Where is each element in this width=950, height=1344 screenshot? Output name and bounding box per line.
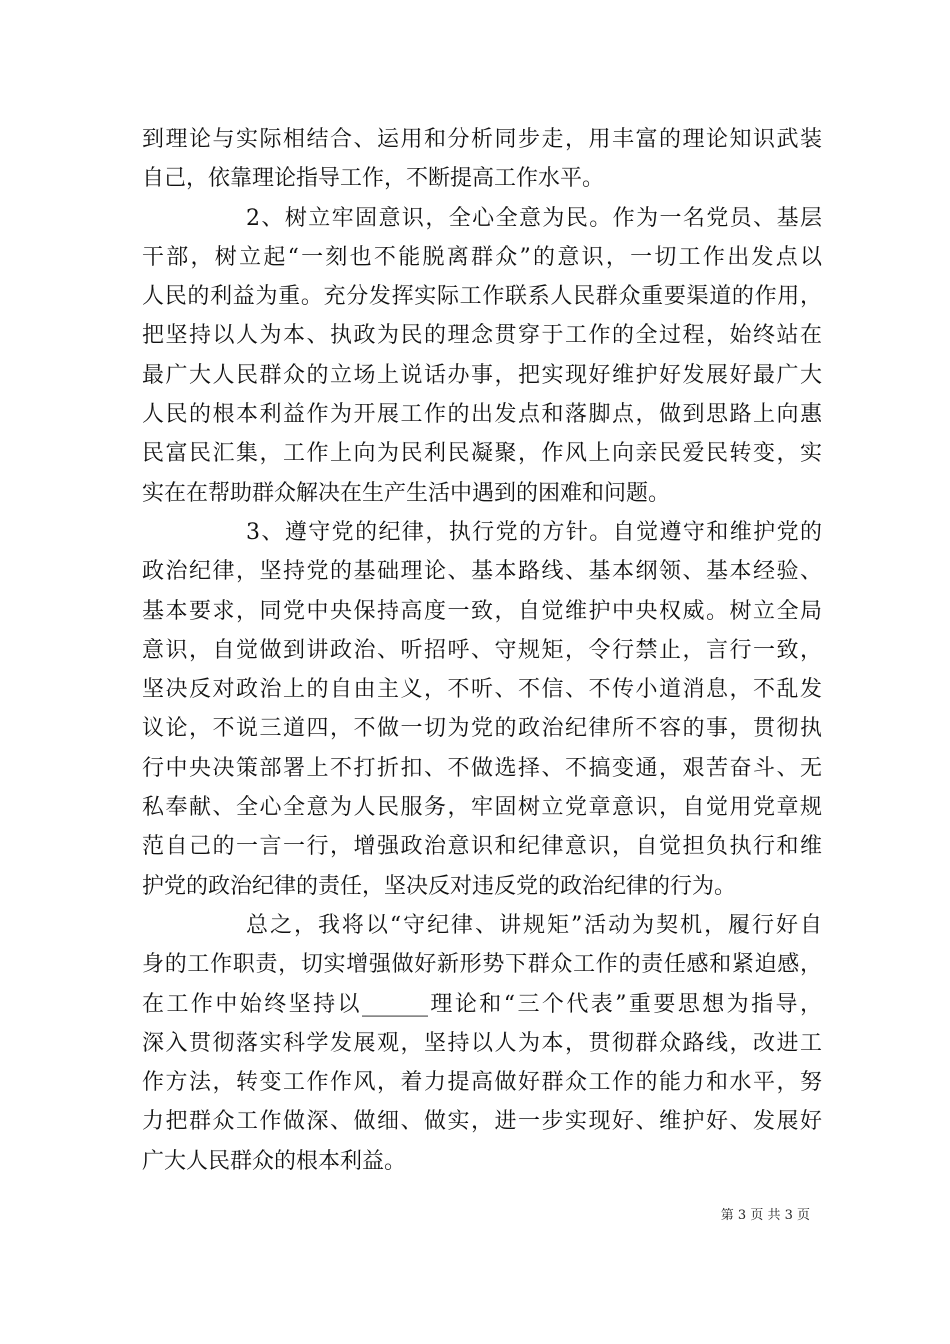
text-line: 坚决反对政治上的自由主义，不听、不信、不传小道消息，不乱发 bbox=[142, 677, 822, 703]
text-line: 在工作中始终坚持以______理论和“三个代表”重要思想为指导， bbox=[142, 991, 822, 1017]
text-line: 基本要求，同党中央保持高度一致，自觉维护中央权威。树立全局 bbox=[142, 598, 822, 624]
text-line: 广大人民群众的根本利益。 bbox=[142, 1148, 407, 1174]
text-line: 私奉献、全心全意为人民服务，牢固树立党章意识，自觉用党章规 bbox=[142, 795, 822, 821]
text-line: 民富民汇集，工作上向为民利民凝聚，作风上向亲民爱民转变，实 bbox=[142, 441, 822, 467]
text-line: 范自己的一言一行，增强政治意识和纪律意识，自觉担负执行和维 bbox=[142, 834, 822, 860]
paragraph-heading-line: 2、树立牢固意识，全心全意为民。作为一名党员、基层 bbox=[246, 205, 822, 231]
text-line: 作方法，转变工作作风，着力提高做好群众工作的能力和水平，努 bbox=[142, 1070, 822, 1096]
text-line: 人民的利益为重。充分发挥实际工作联系人民群众重要渠道的作用， bbox=[142, 284, 822, 310]
text-line: 到理论与实际相结合、运用和分析同步走，用丰富的理论知识武装 bbox=[142, 127, 822, 152]
text-line: 人民的根本利益作为开展工作的出发点和落脚点，做到思路上向惠 bbox=[142, 402, 822, 428]
text-line: 政治纪律，坚持党的基础理论、基本路线、基本纲领、基本经验、 bbox=[142, 559, 822, 585]
text-line: 议论，不说三道四，不做一切为党的政治纪律所不容的事，贯彻执 bbox=[142, 716, 822, 742]
text-line: 实在在帮助群众解决在生产生活中遇到的困难和问题。 bbox=[142, 480, 671, 506]
text-line: 意识，自觉做到讲政治、听招呼、守规矩，令行禁止，言行一致， bbox=[142, 637, 822, 663]
paragraph-heading-line: 总之，我将以“守纪律、讲规矩”活动为契机，履行好自 bbox=[246, 912, 822, 938]
document-body bbox=[142, 120, 822, 1181]
text-line: 护党的政治纪律的责任，坚决反对违反党的政治纪律的行为。 bbox=[142, 873, 737, 899]
text-line: 把坚持以人为本、执政为民的理念贯穿于工作的全过程，始终站在 bbox=[142, 323, 822, 349]
text-line: 力把群众工作做深、做细、做实，进一步实现好、维护好、发展好 bbox=[142, 1109, 822, 1135]
text-line: 行中央决策部署上不打折扣、不做选择、不搞变通，艰苦奋斗、无 bbox=[142, 755, 822, 781]
text-line: 干部，树立起“一刻也不能脱离群众”的意识，一切工作出发点以 bbox=[142, 244, 822, 270]
text-line: 身的工作职责，切实增强做好新形势下群众工作的责任感和紧迫感， bbox=[142, 952, 822, 978]
paragraph-heading-line: 3、遵守党的纪律，执行党的方针。自觉遵守和维护党的 bbox=[246, 519, 822, 545]
text-line: 最广大人民群众的立场上说话办事，把实现好维护好发展好最广大 bbox=[142, 362, 822, 388]
text-line: 自己，依靠理论指导工作，不断提高工作水平。 bbox=[142, 166, 605, 192]
text-line: 深入贯彻落实科学发展观，坚持以人为本，贯彻群众路线，改进工 bbox=[142, 1030, 822, 1056]
page-number: 第 3 页 共 3 页 bbox=[720, 1208, 810, 1223]
